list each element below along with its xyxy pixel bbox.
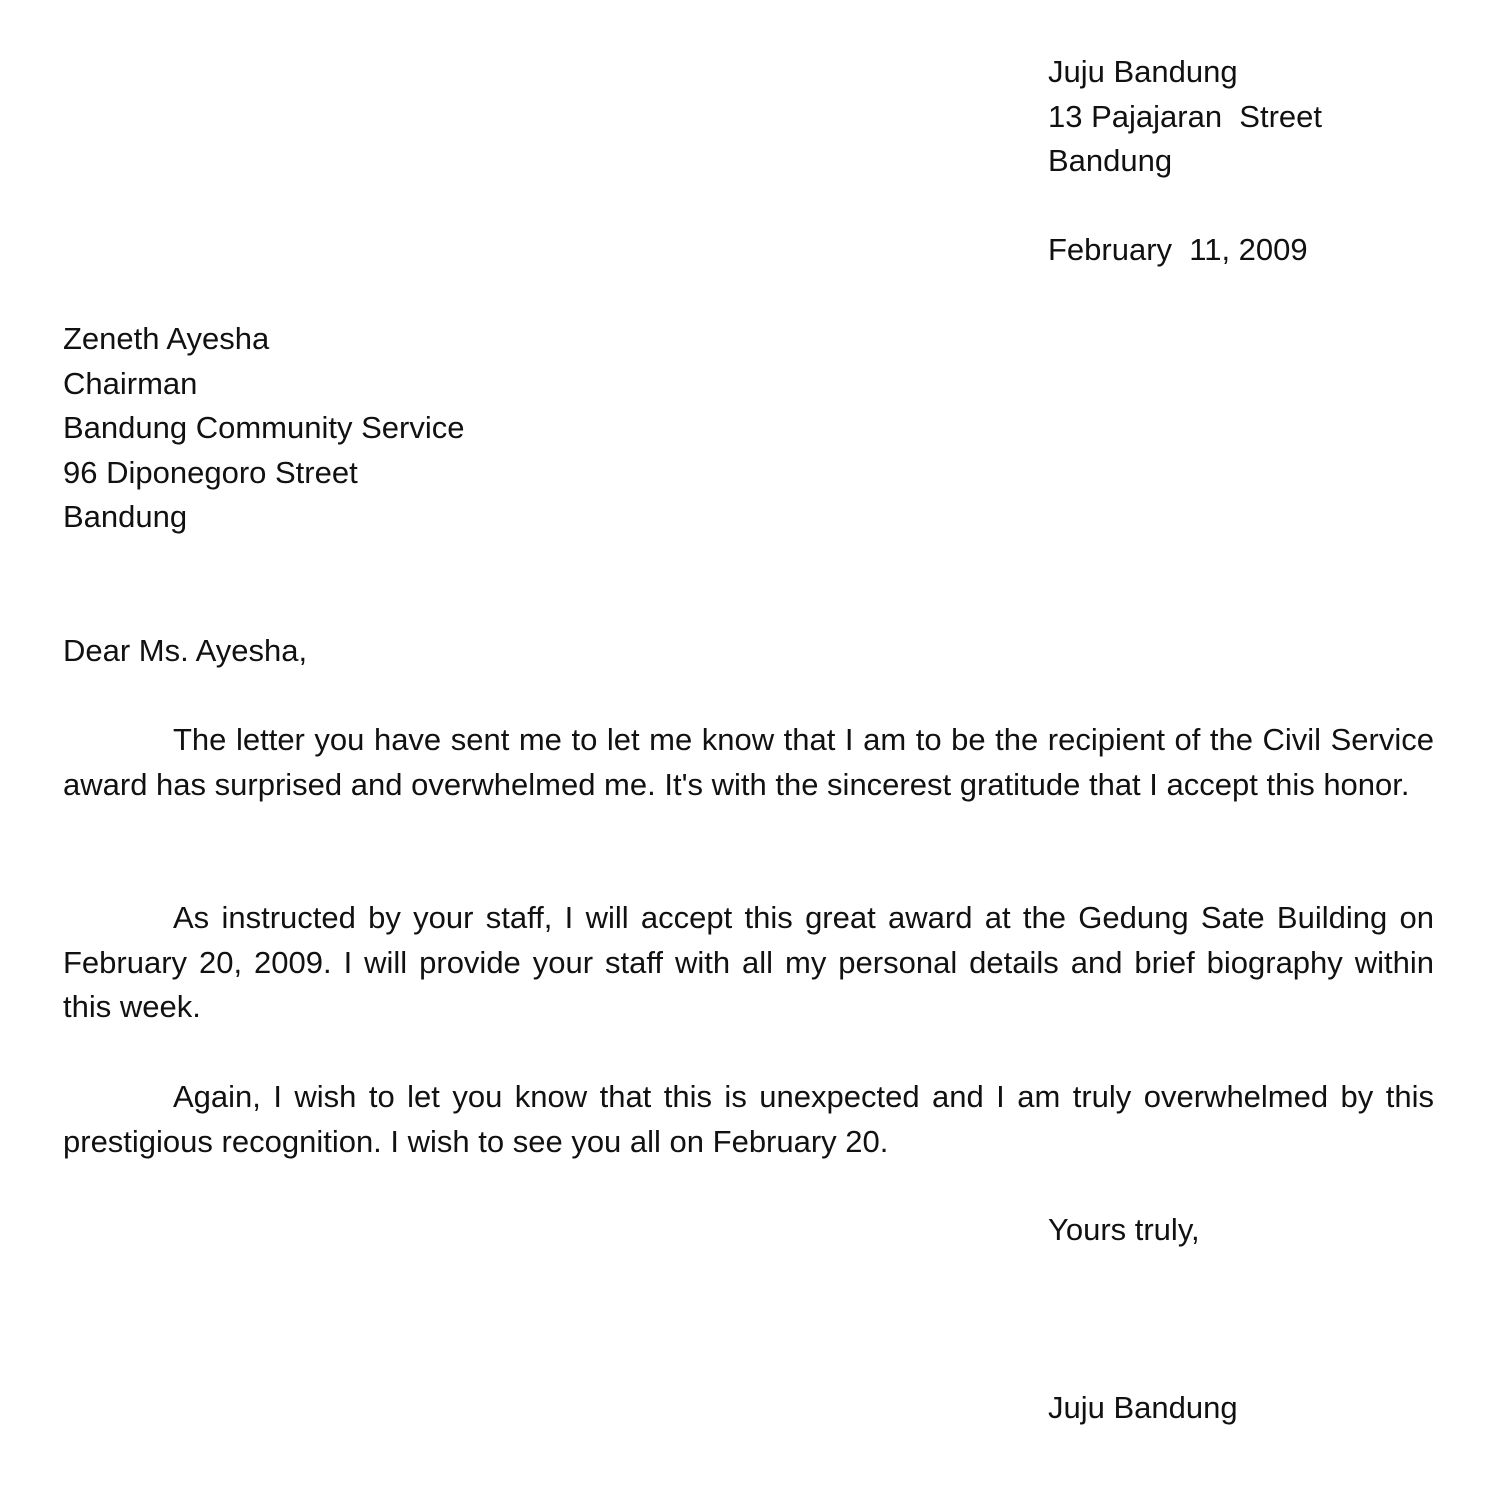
- signature-name: Juju Bandung: [1048, 1390, 1238, 1425]
- body-paragraph-1: The letter you have sent me to let me know that I am to be the recipient of the Civil Service award has surprised and overwhelmed me. It's with the sincerest gratitude that I accept this honor.: [63, 722, 1434, 802]
- body-paragraph-2: As instructed by your staff, I will accept this great award at the Gedung Sate Building on February 20, 2009. I will provide your staff with all my personal details and brief biography within this week.: [63, 900, 1434, 1024]
- salutation: Dear Ms. Ayesha,: [63, 633, 308, 668]
- recipient-name: Zeneth Ayesha: [63, 321, 270, 356]
- recipient-organization: Bandung Community Service: [63, 410, 465, 445]
- recipient-street: 96 Diponegoro Street: [63, 455, 358, 490]
- sender-street: 13 Pajajaran Street: [1048, 99, 1323, 134]
- recipient-title: Chairman: [63, 366, 198, 401]
- closing: Yours truly,: [1048, 1212, 1200, 1247]
- recipient-city: Bandung: [63, 499, 188, 534]
- body-paragraph-3: Again, I wish to let you know that this is unexpected and I am truly overwhelmed by this prestigious recognition. I wish to see you all on February 20.: [63, 1079, 1434, 1159]
- sender-name: Juju Bandung: [1048, 54, 1238, 89]
- letter-date: February 11, 2009: [1048, 232, 1308, 267]
- sender-city: Bandung: [1048, 143, 1173, 178]
